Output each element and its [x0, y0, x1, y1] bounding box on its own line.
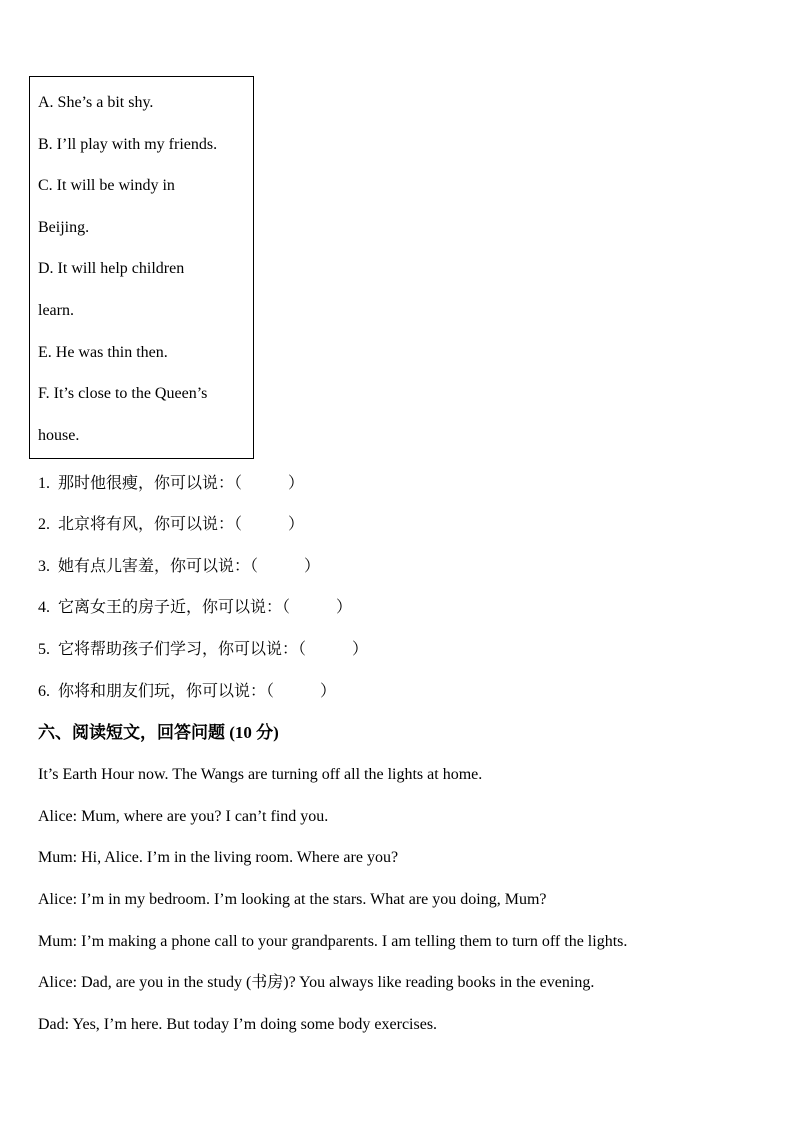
- question-number: 2.: [38, 516, 50, 533]
- question-number: 1.: [38, 475, 50, 492]
- section-title: 六、阅读短文，回答问题 (10 分): [38, 723, 279, 742]
- question-text: 它离女王的房子近，你可以说：（: [58, 599, 291, 616]
- question-5: [38, 640, 368, 660]
- question-text: 北京将有风，你可以说：（: [58, 516, 243, 533]
- option-c: C. It will be windy in: [38, 177, 175, 194]
- question-4: [38, 598, 352, 618]
- question-number: 5.: [38, 641, 50, 658]
- passage-line-5: Mum: I’m making a phone call to your grandparents. I am telling them to turn off the lights.: [38, 933, 628, 950]
- passage-line-6: Alice: Dad, are you in the study (书房)? You always like reading books in the evening.: [38, 974, 595, 991]
- question-close-paren: ）: [288, 475, 305, 492]
- passage-line-1: It’s Earth Hour now. The Wangs are turning off all the lights at home.: [38, 766, 483, 783]
- option-f: F. It’s close to the Queen’s: [38, 385, 208, 402]
- option-f-continued: house.: [38, 427, 80, 444]
- passage-line-7: Dad: Yes, I’m here. But today I’m doing some body exercises.: [38, 1016, 438, 1033]
- question-number: 3.: [38, 558, 50, 575]
- option-d-continued: learn.: [38, 302, 74, 319]
- question-close-paren: ）: [352, 641, 369, 658]
- question-text: 你将和朋友们玩，你可以说：（: [58, 683, 275, 700]
- passage-line-4: Alice: I’m in my bedroom. I’m looking at the stars. What are you doing, Mum?: [38, 891, 547, 908]
- question-close-paren: ）: [320, 683, 337, 700]
- question-text: 它将帮助孩子们学习，你可以说：（: [58, 641, 307, 658]
- question-3: [38, 557, 320, 577]
- option-e: E. He was thin then.: [38, 344, 168, 361]
- question-6: [38, 682, 336, 702]
- question-close-paren: ）: [288, 516, 305, 533]
- question-number: 6.: [38, 683, 50, 700]
- question-text: 她有点儿害羞，你可以说：（: [58, 558, 259, 575]
- option-c-continued: Beijing.: [38, 219, 90, 236]
- passage-line-3: Mum: Hi, Alice. I’m in the living room. Where are you?: [38, 849, 399, 866]
- answer-options-box: [29, 76, 254, 459]
- passage-line-2: Alice: Mum, where are you? I can’t find you.: [38, 808, 329, 825]
- option-d: D. It will help children: [38, 260, 185, 277]
- question-2: [38, 515, 304, 535]
- question-close-paren: ）: [304, 558, 321, 575]
- option-a: A. She’s a bit shy.: [38, 94, 154, 111]
- question-number: 4.: [38, 599, 50, 616]
- question-text: 那时他很瘦，你可以说：（: [58, 475, 243, 492]
- question-close-paren: ）: [336, 599, 353, 616]
- option-b: B. I’ll play with my friends.: [38, 136, 218, 153]
- question-1: [38, 474, 304, 494]
